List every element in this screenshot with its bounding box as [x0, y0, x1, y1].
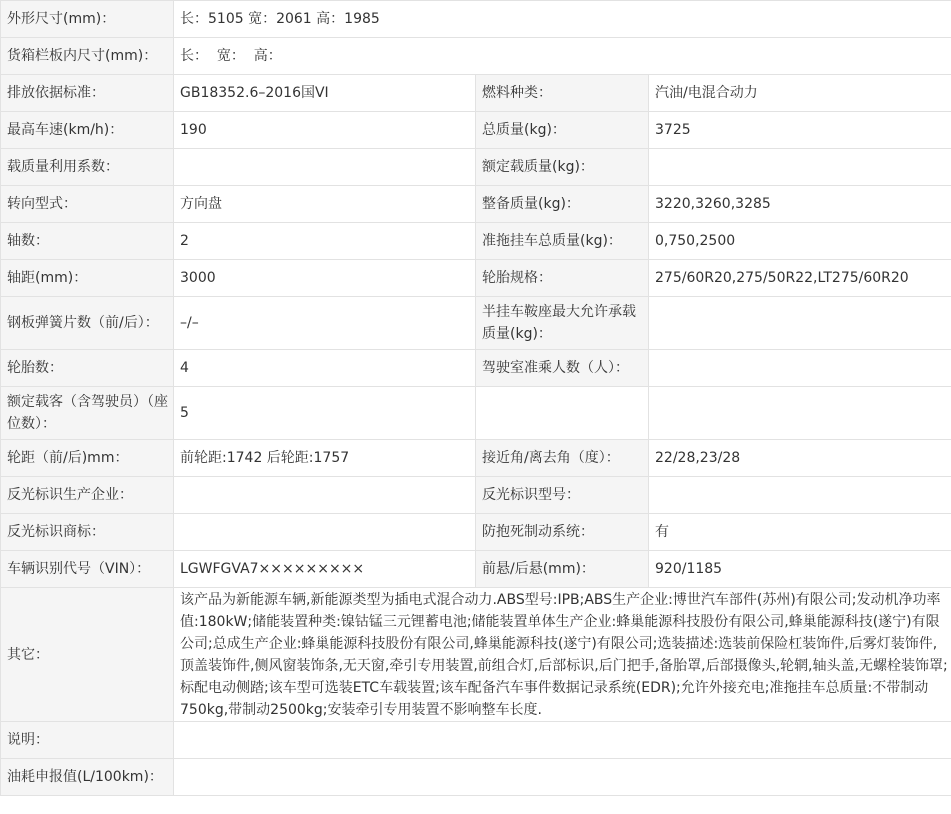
row-steering-curb — [1, 186, 951, 223]
rated-load-value — [649, 149, 951, 186]
reflect-brand-value — [174, 514, 476, 551]
tire-spec-label: 轮胎规格： — [476, 260, 649, 297]
tow-mass-label: 准拖挂车总质量(kg)： — [476, 223, 649, 260]
leaf-spring-value: –/– — [174, 297, 476, 350]
row-cargo-box — [1, 38, 951, 75]
dimensions-label: 外形尺寸(mm)： — [1, 1, 174, 38]
load-coefficient-value — [174, 149, 476, 186]
curb-mass-label: 整备质量(kg)： — [476, 186, 649, 223]
angles-value: 22/28,23/28 — [649, 440, 951, 477]
row-reflect-brand — [1, 514, 951, 551]
remark-value — [174, 722, 951, 759]
row-emission-fuel — [1, 75, 951, 112]
emission-value: GB18352.6–2016国VI — [174, 75, 476, 112]
rated-load-label: 额定载质量(kg)： — [476, 149, 649, 186]
row-axles-tow — [1, 223, 951, 260]
vin-label: 车辆识别代号（VIN）： — [1, 551, 174, 588]
cargo-box-value: 长： 宽： 高： — [174, 38, 951, 75]
axles-label: 轴数： — [1, 223, 174, 260]
reflect-model-label: 反光标识型号： — [476, 477, 649, 514]
tow-mass-value: 0,750,2500 — [649, 223, 951, 260]
cab-seats-label: 驾驶室准乘人数（人）： — [476, 350, 649, 387]
vin-value: LGWFGVA7××××××××× — [174, 551, 476, 588]
tire-count-label: 轮胎数： — [1, 350, 174, 387]
row-track-angles — [1, 440, 951, 477]
axles-value: 2 — [174, 223, 476, 260]
max-speed-label: 最高车速(km/h)： — [1, 112, 174, 149]
tire-spec-value: 275/60R20,275/50R22,LT275/60R20 — [649, 260, 951, 297]
row-speed-mass — [1, 112, 951, 149]
saddle-load-value — [649, 297, 951, 350]
leaf-spring-label: 钢板弹簧片数（前/后）： — [1, 297, 174, 350]
steering-value: 方向盘 — [174, 186, 476, 223]
tire-count-value: 4 — [174, 350, 476, 387]
other-value: 该产品为新能源车辆,新能源类型为插电式混合动力.ABS型号:IPB;ABS生产企业:博世汽车部件(苏州)有限公司;发动机净功率值:180kW;储能装置种类:镍钴锰三元锂蓄电池;储能装置单体生产企业:蜂巢能源科技股份有限公司,蜂巢能源科技(遂宁)有限公司;总成生产企业:蜂巢能源科技股份有限公司,蜂巢能源科技(遂宁)有限公司;选装描述:选装前保险杠装饰件,后雾灯装饰件,顶盖装饰件,侧风窗装饰条,无天窗,牵引专用装置,前组合灯,后部标识,后门把手,备胎罩,后部摄像头,轮辋,轴头盖,无螺栓装饰罩;标配电动侧踏;该车型可选装ETC车载装置;该车配备汽车事件数据记录系统(EDR);允许外接充电;准拖挂车总质量:不带制动750kg,带制动2500kg;安装牵引专用装置不影响整车长度. — [174, 588, 951, 722]
row-spring-saddle — [1, 297, 951, 350]
load-coefficient-label: 载质量利用系数： — [1, 149, 174, 186]
passengers-value: 5 — [174, 387, 476, 440]
angles-label: 接近角/离去角（度）： — [476, 440, 649, 477]
passengers-blank-1 — [476, 387, 649, 440]
track-label: 轮距（前/后)mm： — [1, 440, 174, 477]
row-remark — [1, 722, 951, 759]
fuel-report-value — [174, 759, 951, 796]
fuel-type-label: 燃料种类： — [476, 75, 649, 112]
total-mass-label: 总质量(kg)： — [476, 112, 649, 149]
reflect-maker-label: 反光标识生产企业： — [1, 477, 174, 514]
wheelbase-label: 轴距(mm)： — [1, 260, 174, 297]
row-wheelbase-tire — [1, 260, 951, 297]
emission-label: 排放依据标准： — [1, 75, 174, 112]
overhang-value: 920/1185 — [649, 551, 951, 588]
row-vin-overhang — [1, 551, 951, 588]
cab-seats-value — [649, 350, 951, 387]
reflect-model-value — [649, 477, 951, 514]
curb-mass-value: 3220,3260,3285 — [649, 186, 951, 223]
row-tires-cab — [1, 350, 951, 387]
steering-label: 转向型式： — [1, 186, 174, 223]
row-reflect-maker — [1, 477, 951, 514]
overhang-label: 前悬/后悬(mm)： — [476, 551, 649, 588]
row-dimensions — [1, 1, 951, 38]
row-fuel-report — [1, 759, 951, 796]
reflect-maker-value — [174, 477, 476, 514]
max-speed-value: 190 — [174, 112, 476, 149]
reflect-brand-label: 反光标识商标： — [1, 514, 174, 551]
other-label: 其它： — [1, 588, 174, 722]
saddle-load-label: 半挂车鞍座最大允许承载质量(kg)： — [476, 297, 649, 350]
abs-label: 防抱死制动系统： — [476, 514, 649, 551]
row-passengers — [1, 387, 951, 440]
total-mass-value: 3725 — [649, 112, 951, 149]
track-value: 前轮距:1742 后轮距:1757 — [174, 440, 476, 477]
passengers-label: 额定载客（含驾驶员）（座位数）： — [1, 387, 174, 440]
dimensions-value: 长：5105 宽：2061 高：1985 — [174, 1, 951, 38]
passengers-blank-2 — [649, 387, 951, 440]
row-other — [1, 588, 951, 722]
wheelbase-value: 3000 — [174, 260, 476, 297]
remark-label: 说明： — [1, 722, 174, 759]
fuel-report-label: 油耗申报值(L/100km)： — [1, 759, 174, 796]
cargo-box-label: 货箱栏板内尺寸(mm)： — [1, 38, 174, 75]
fuel-type-value: 汽油/电混合动力 — [649, 75, 951, 112]
abs-value: 有 — [649, 514, 951, 551]
row-load — [1, 149, 951, 186]
